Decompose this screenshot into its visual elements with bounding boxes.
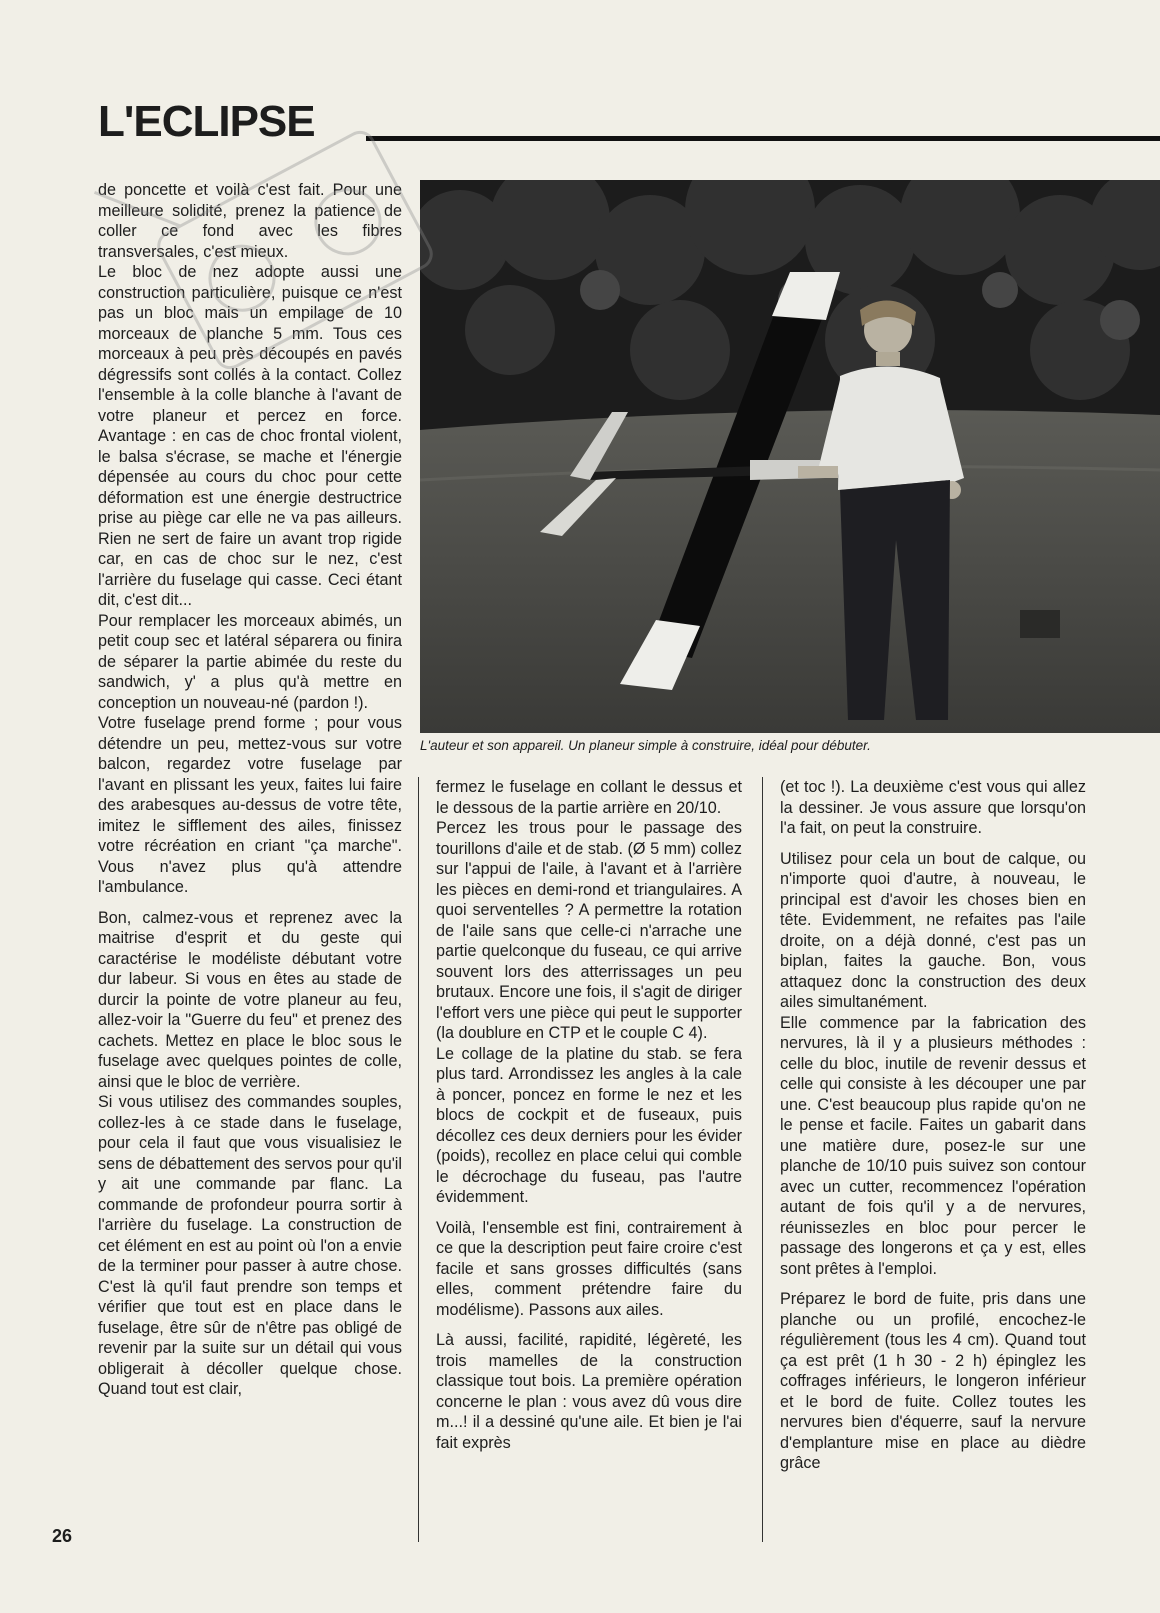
paragraph: Bon, calmez-vous et reprenez avec la maitrise d'esprit et du geste qui caractérise le modéliste débutant votre dur labeur. Si vous en êtes au stade de durcir la pointe de votre planeur au feu, allez-voir la "Guerre du feu" et prenez des cachets. Mettez en place le bloc sous le fuselage avec quelques pointes de colle, ainsi que le bloc de verrière.: [98, 908, 402, 1091]
page-number: 26: [52, 1526, 73, 1546]
paragraph: Là aussi, facilité, rapidité, légèreté, les trois mamelles de la construction classique tout bois. La première opération concerne le plan : vous avez dû vous dire m...! il a dessiné qu'une aile. Et bien je l'ai fait exprès: [436, 1331, 742, 1452]
paragraph: Voilà, l'ensemble est fini, contrairement à ce que la description peut faire croire c'est facile et sans grosses difficultés (sans elles, comment prétendre faire du modélisme). Passons aux ailes.: [436, 1218, 742, 1319]
paragraph: de poncette et voilà c'est fait. Pour une meilleure solidité, prenez la patience de coller ce fond avec les fibres transversales, c'est mieux.: [98, 181, 402, 261]
paragraph: Votre fuselage prend forme ; pour vous détendre un peu, mettez-vous sur votre balcon, regardez votre fuselage par l'avant en plissant les yeux, faites lui faire des arabesques au-dessus de votre tête, imitez le sifflement des ailes, finissez votre récréation en criant "ça marche". Vous n'avez plus qu'à attendre l'ambulance.: [98, 714, 402, 896]
paragraph: Utilisez pour cela un bout de calque, ou n'importe quoi d'autre, à nouveau, le principal est d'avoir les choses bien en tête. Evidemment, ne refaites pas l'aile droite, on a déjà donné, c'est pas un biplan, faites la gauche. Bon, vous attaquez donc la construction des deux ailes simultanément.: [780, 849, 1086, 1011]
photo-illustration: [420, 180, 1160, 733]
article-photo: [420, 180, 1160, 733]
text-column-2: [436, 777, 742, 1453]
title-rule: [366, 136, 1160, 141]
paragraph: Le bloc de nez adopte aussi une construction particulière, puisque ce n'est pas un bloc mais un empilage de 10 morceaux de planche 5 mm. Tous ces morceaux à peu près découpés en pavés dégressifs sont collés à la contact. Collez l'ensemble à la colle blanche à l'avant de votre planeur et percez en force. Avantage : en cas de choc frontal violent, le balsa s'écrase, se mache et l'énergie dépensée au cours du choc pour cette déformation est une énergie destructrice prise au piège car elle ne va pas ailleurs. Rien ne sert de faire un avant trop rigide car, en cas de choc sur le nez, c'est l'arrière du fuselage qui casse. Ceci étant dit, c'est dit...: [98, 263, 402, 609]
photo-caption: L'auteur et son appareil. Un planeur simple à construire, idéal pour débuter.: [420, 738, 871, 753]
text-column-1: [98, 180, 402, 1400]
paragraph: (et toc !). La deuxième c'est vous qui allez la dessiner. Je vous assure que lorsqu'on l'a fait, on peut la construire.: [780, 778, 1086, 837]
paragraph: Elle commence par la fabrication des nervures, là il y a plusieurs méthodes : celle du bloc, inutile de revenir dessus et celle qui consiste à les découper une par une. C'est beaucoup plus rapide qu'on ne le pense et facile. Faites un gabarit dans une matière dure, posez-le sur une planche de 10/10 puis suivez son contour avec un cutter, recommencez l'opération autant de fois qu'il y a de nervures, réunissezles en bloc pour percer le passage des longerons et ça y est, elles sont prêtes à l'emploi.: [780, 1013, 1086, 1278]
column-divider: [762, 777, 763, 1542]
paragraph: fermez le fuselage en collant le dessus et le dessous de la partie arrière en 20/10.: [436, 778, 742, 817]
paragraph: Pour remplacer les morceaux abimés, un petit coup sec et latéral séparera ou finira de séparer la partie abimée du reste du sandwich, y' a plus qu'à mettre en conception un nouveau-né (pardon !).: [98, 611, 402, 712]
paragraph: Le collage de la platine du stab. se fera plus tard. Arrondissez les angles à la cale à poncer, poncez en forme le nez et les blocs de cockpit et de fuseaux, puis décollez ces deux derniers pour les évider (poids), recollez en place celui qui comble le décrochage du fuseau, pas l'autre évidemment.: [436, 1044, 742, 1206]
text-column-3: [780, 777, 1086, 1474]
column-divider: [418, 777, 419, 1542]
paragraph: Préparez le bord de fuite, pris dans une planche ou un profilé, encochez-le régulièrement (tous les 4 cm). Quand tout ça est prêt (1 h 30 - 2 h) épinglez les coffrages inférieurs, le longeron inférieur et le bord de fuite. Collez toutes les nervures bien d'équerre, sauf la nervure d'emplanture mise en place au dièdre grâce: [780, 1290, 1086, 1472]
paragraph: Si vous utilisez des commandes souples, collez-les à ce stade dans le fuselage, pour cela il faut que vous visualisiez le sens de débattement des servos pour qu'il y ait une commande par flanc. La commande de profondeur pourra sortir à l'arrière du fuselage. La construction de cet élément en est au point où l'on a envie de la terminer pour passer à autre chose. C'est là qu'il faut prendre son temps et vérifier que tout est en place dans le fuselage, être sûr de n'être pas obligé de revenir par la suite sur un détail qui vous obligerait à décoller quelque chose. Quand tout est clair,: [98, 1093, 402, 1398]
paragraph: Percez les trous pour le passage des tourillons d'aile et de stab. (Ø 5 mm) collez sur l'appui de l'aile, à l'avant et à l'arrière les pièces en demi-rond et triangulaires. A quoi serventelles ? A permettre la rotation de l'aile sans que celle-ci n'arrache une partie quelconque du fuseau, ce qui arrive souvent lors des atterrissages un peu brutaux. Encore une fois, il s'agit de diriger l'effort vers une pièce qui peut le supporter (la doublure en CTP et le couple C 4).: [436, 819, 742, 1042]
article-title: L'ECLIPSE: [98, 97, 315, 146]
